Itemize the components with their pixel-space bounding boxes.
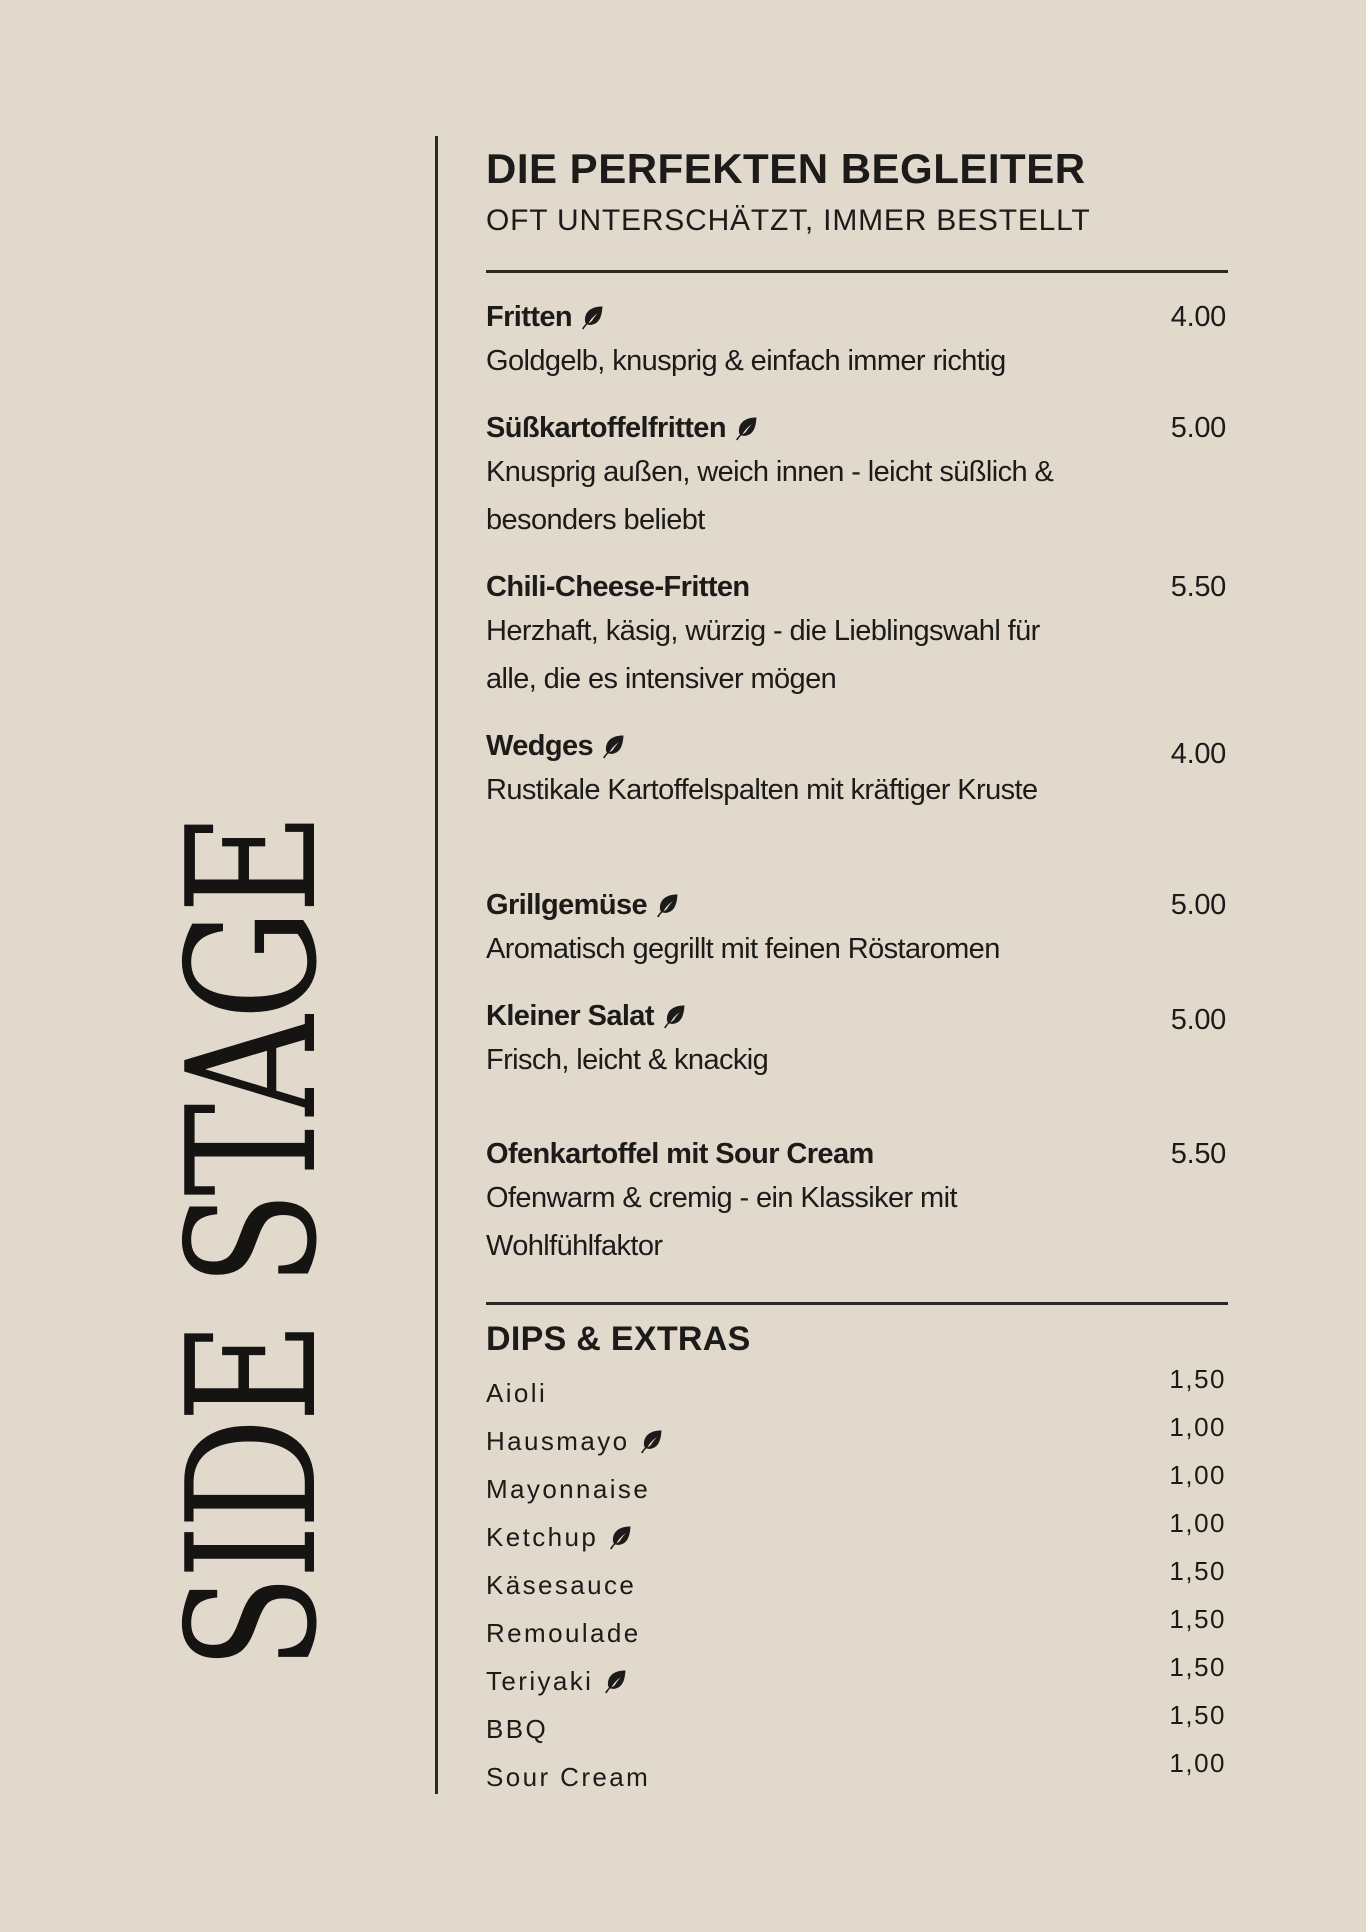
dip-name-text: Teriyaki (486, 1666, 594, 1696)
item-name (486, 885, 1226, 925)
item-name (486, 567, 1226, 607)
dip-name (486, 1520, 634, 1554)
dip-name-text: BBQ (486, 1714, 549, 1744)
menu-item (486, 297, 1226, 385)
dip-row (486, 1506, 1226, 1554)
dip-name (486, 1424, 665, 1458)
dip-price: 1,50 (1169, 1364, 1226, 1394)
menu-item (486, 408, 1226, 544)
dips-divider (486, 1302, 1228, 1305)
dip-name-text: Mayonnaise (486, 1474, 651, 1504)
vertical-divider (435, 136, 438, 1794)
dip-price: 1,00 (1169, 1748, 1226, 1778)
item-description: Aromatisch gegrillt mit feinen Röstaromen (486, 933, 1000, 965)
item-price: 5.50 (1170, 1138, 1226, 1170)
dip-row (486, 1362, 1226, 1410)
item-price: 5.00 (1170, 889, 1226, 921)
item-name-text: Chili-Cheese-Fritten (486, 571, 750, 603)
dip-price: 1,50 (1169, 1604, 1226, 1634)
item-name-text: Süßkartoffelfritten (486, 412, 726, 444)
dip-row (486, 1458, 1226, 1506)
item-name-text: Ofenkartoffel mit Sour Cream (486, 1138, 874, 1170)
menu-item (486, 1134, 1226, 1270)
header-divider (486, 270, 1228, 273)
dip-name (486, 1568, 636, 1602)
item-price: 4.00 (1170, 301, 1226, 333)
item-price: 5.00 (1170, 412, 1226, 444)
page-subtitle: OFT UNTERSCHÄTZT, IMMER BESTELLT (486, 204, 1091, 237)
item-name (486, 297, 1226, 337)
item-name-text: Grillgemüse (486, 889, 648, 921)
menu-item (486, 726, 1226, 814)
dip-name (486, 1712, 548, 1746)
dip-name (486, 1376, 547, 1410)
dip-row (486, 1746, 1226, 1794)
dip-row (486, 1410, 1226, 1458)
dip-name-text: Remoulade (486, 1618, 641, 1648)
leaf-icon (732, 414, 760, 442)
leaf-icon (578, 303, 606, 331)
leaf-icon (660, 1002, 688, 1030)
item-description: Frisch, leicht & knackig (486, 1044, 769, 1076)
item-name-text: Wedges (486, 730, 594, 762)
item-description: Knusprig außen, weich innen - leicht süßlich & besonders beliebt (486, 456, 1054, 536)
item-name (486, 996, 1226, 1036)
menu-item (486, 996, 1226, 1084)
leaf-icon (599, 732, 627, 760)
dip-name (486, 1664, 629, 1698)
item-description: Goldgelb, knusprig & einfach immer richtig (486, 345, 1006, 377)
dip-name-text: Ketchup (486, 1522, 599, 1552)
dip-row (486, 1602, 1226, 1650)
dip-price: 1,50 (1169, 1652, 1226, 1682)
leaf-icon (637, 1427, 665, 1455)
item-description: Rustikale Kartoffelspalten mit kräftiger Kruste (486, 774, 1038, 806)
side-title-wrapper (149, 817, 356, 1790)
item-name-text: Fritten (486, 301, 573, 333)
dip-name-text: Aioli (486, 1378, 548, 1408)
dips-heading: DIPS & EXTRAS (486, 1320, 751, 1358)
item-name (486, 726, 1226, 766)
item-description: Ofenwarm & cremig - ein Klassiker mit Wohlfühlfaktor (486, 1182, 957, 1262)
dip-price: 1,50 (1169, 1556, 1226, 1586)
dip-name (486, 1616, 641, 1650)
dip-row (486, 1698, 1226, 1746)
dip-price: 1,00 (1169, 1508, 1226, 1538)
page-title: DIE PERFEKTEN BEGLEITER (486, 145, 1086, 192)
item-name-text: Kleiner Salat (486, 1000, 654, 1032)
dip-name-text: Käsesauce (486, 1570, 637, 1600)
menu-item (486, 885, 1226, 973)
dip-name-text: Sour Cream (486, 1762, 651, 1792)
item-price: 5.00 (1170, 1004, 1226, 1036)
leaf-icon (606, 1523, 634, 1551)
item-name (486, 408, 1226, 448)
item-description: Herzhaft, käsig, würzig - die Lieblingswahl für alle, die es intensiver mögen (486, 615, 1040, 695)
dip-price: 1,00 (1169, 1460, 1226, 1490)
dip-name (486, 1472, 650, 1506)
item-price: 4.00 (1170, 738, 1226, 770)
leaf-icon (601, 1667, 629, 1695)
item-price: 5.50 (1170, 571, 1226, 603)
dip-name (486, 1760, 650, 1794)
dip-row (486, 1650, 1226, 1698)
side-title-text: SIDE STAGE (149, 817, 356, 1670)
menu-content (486, 140, 1229, 1792)
dip-price: 1,50 (1169, 1700, 1226, 1730)
side-title (149, 817, 356, 1790)
dip-row (486, 1554, 1226, 1602)
leaf-icon (653, 891, 681, 919)
dip-price: 1,00 (1169, 1412, 1226, 1442)
dip-name-text: Hausmayo (486, 1426, 630, 1456)
item-name (486, 1134, 1226, 1174)
menu-item (486, 567, 1226, 703)
